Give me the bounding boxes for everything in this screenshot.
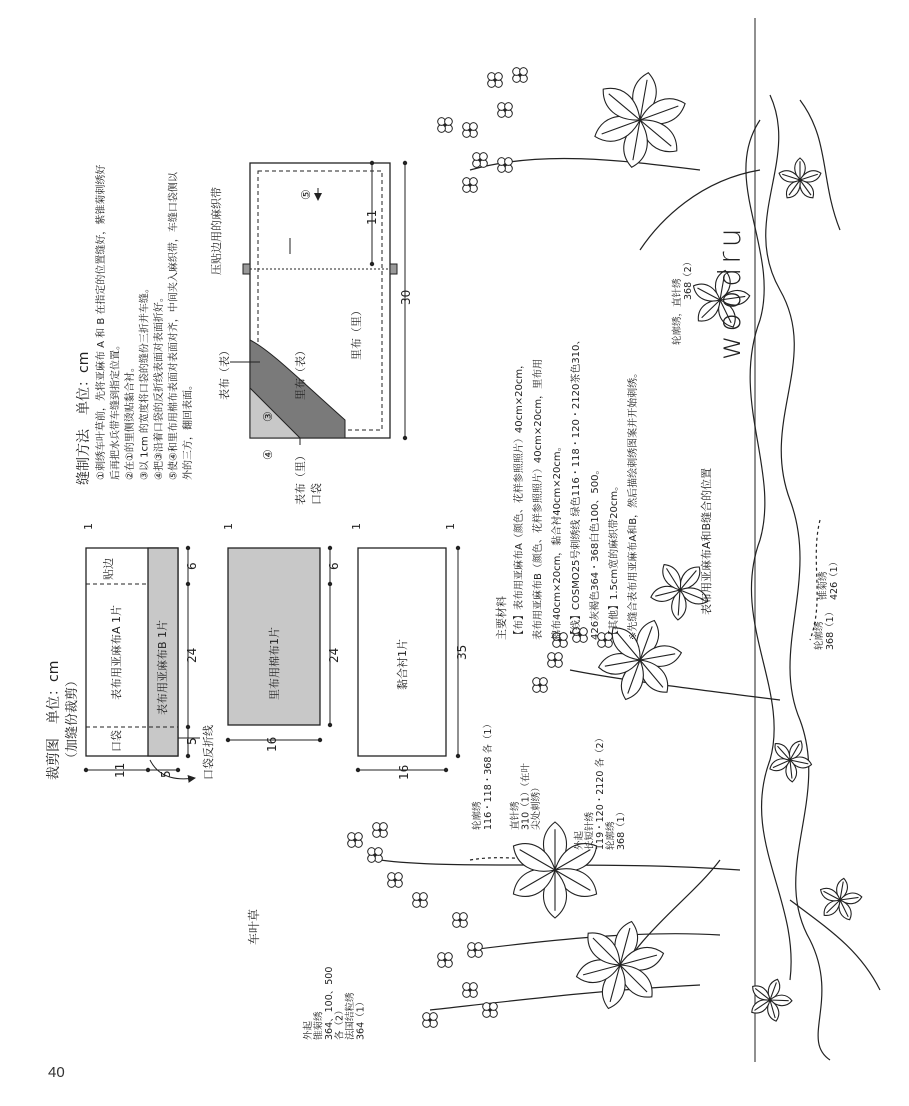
blossom-3 — [463, 123, 478, 138]
sewing-step-0: ①刺绣车叶草前，先将亚麻布 A 和 B 在指定的位置缝好，紫锥菊刺绣好 — [96, 164, 107, 480]
label-outer: 表布（表） — [218, 345, 231, 400]
dim-w11: 11 — [113, 762, 127, 778]
dim-m1c: 1 — [350, 523, 363, 530]
material-line-5: 【其他】1.5cm宽的麻织带20cm。 — [609, 480, 620, 640]
right-note-4: 368（1） — [825, 606, 836, 650]
right-note-2: 426（1） — [829, 556, 840, 600]
label-tape: 压贴边用的麻织带 — [210, 187, 223, 275]
sewing-step-1: 后再把水兵带车缝到指定位置。 — [110, 340, 122, 480]
blossom-4 — [473, 153, 488, 168]
vine-3 — [800, 100, 840, 230]
blossom-10 — [548, 653, 563, 668]
right-note-3: 轮廓绣 — [814, 621, 825, 650]
fold-label: 口袋反折线 — [202, 725, 215, 780]
label-pocket: 口袋 — [310, 483, 323, 505]
vine-2 — [746, 120, 791, 980]
blossom-20 — [438, 953, 453, 968]
patch-label: 贴边 — [102, 558, 115, 580]
sewing-step-4: ④把③沿着口袋的反折线表面对表面折好。 — [154, 292, 165, 480]
label-lining-inner: 里布（表） — [294, 345, 307, 400]
interlining-label: 黏合衬1片 — [396, 639, 409, 690]
num-3: ③ — [261, 411, 275, 422]
sewing-step-3: ③以 1cm 的宽度将口袋的缝份三折并车缝。 — [139, 283, 151, 480]
blossom-14 — [373, 823, 388, 838]
stem-mid — [570, 670, 780, 700]
dim-h24a: 24 — [185, 647, 199, 663]
sewing-title: 缝制方法 单位：cm — [76, 351, 92, 485]
leaf-note-1: 310（1）（在叶 — [520, 763, 532, 830]
stem-note-2: 116・118・368 各（1） — [483, 719, 494, 830]
material-line-6: ※先缝合表布用亚麻布A和B，然后描绘刺绣图案并开始刺绣。 — [628, 367, 639, 640]
dim-h35: 35 — [455, 644, 469, 660]
material-line-3: 【线】COSMO25号刺绣线 绿色116・118・120・2120茶色310、 — [571, 334, 582, 640]
tape-left — [243, 264, 250, 274]
sewing-diagram — [230, 161, 407, 445]
cutting-title: 裁剪图 单位：cm — [46, 660, 62, 780]
material-line-4: 426灰褐色364・368白色100、500。 — [590, 464, 601, 640]
blossom-1 — [513, 68, 528, 83]
outline-note-4: 368（1） — [616, 806, 627, 850]
blossom-16 — [388, 873, 403, 888]
flower-note-4: 法国结粒绣 — [345, 992, 356, 1040]
material-line-0: 【布】表布用亚麻布A（颜色、花样参照照片）40cm×20cm， — [514, 358, 525, 640]
dim-m1a: 1 — [82, 523, 95, 530]
blossom-19 — [468, 943, 483, 958]
blossom-15 — [368, 848, 383, 863]
dim-h6a: 6 — [185, 562, 199, 570]
side-title: 车叶草 — [247, 908, 261, 945]
wood-note-1: 轮廓绣，直针绣 — [672, 278, 683, 345]
dim-m1d: 1 — [444, 523, 457, 530]
lining-label: 里布用棉布1片 — [268, 627, 281, 700]
dim-w16a: 16 — [265, 736, 279, 752]
outline-note-1: 长短针绣 — [584, 811, 596, 850]
page-number: 40 — [48, 1064, 65, 1081]
dim-11: 11 — [365, 209, 379, 225]
materials-title: 主要材料 — [495, 596, 508, 640]
flower-note-5: 364（1） — [355, 996, 367, 1040]
dim-h6b: 6 — [327, 562, 341, 570]
dim-h5: 5 — [185, 737, 199, 745]
leaf-note-0: 直针绣 — [510, 801, 521, 830]
outline-note-2: 119・120・2120 各（2） — [595, 732, 606, 850]
blossom-17 — [413, 893, 428, 908]
outline-note-0: 外起 — [574, 830, 585, 850]
flower-note-2: 364、100、500 — [324, 966, 335, 1040]
pocket-label: 口袋 — [110, 730, 123, 752]
leaf-note-2: 尖处刺绣） — [531, 782, 542, 830]
dim-h24b: 24 — [327, 647, 341, 663]
sewing-step-2: ②在①的里侧烫贴黏合衬。 — [125, 362, 136, 480]
woodruff-lettering: woodru — [713, 224, 748, 360]
label-outer-back: 表布（里） — [294, 450, 307, 505]
blossom-18 — [453, 913, 468, 928]
dim-30: 30 — [399, 289, 413, 305]
seam-label: 表布用亚麻布A和B缝合的位置 — [700, 467, 713, 615]
num-5: ⑤ — [299, 189, 313, 200]
blossom-7 — [498, 158, 513, 173]
flower-note-1: 锥菊绣 — [313, 1011, 325, 1040]
blossom-0 — [488, 73, 503, 88]
right-note-1: 锥菊绣 — [818, 571, 829, 600]
num-4: ④ — [261, 449, 275, 460]
blossom-13 — [348, 833, 363, 848]
label-lining: 里布（里） — [350, 305, 363, 360]
flower-note-0: 外起 — [303, 1020, 314, 1040]
dim-m1b: 1 — [222, 523, 235, 530]
material-line-1: 表布用亚麻布B（颜色、花样参照照片）40cm×20cm，里布用 — [533, 358, 544, 640]
dim-w16b: 16 — [397, 764, 411, 780]
piece-b-label: 表布用亚麻布B 1片 — [156, 619, 169, 715]
wood-note-2: 368（2） — [683, 256, 694, 300]
material-line-2: 棉布40cm×20cm，黏合衬40cm×20cm。 — [552, 441, 563, 640]
tape-right — [390, 264, 397, 274]
piece-a-label: 表布用亚麻布A 1片 — [110, 604, 123, 700]
outline-note-3: 轮廓绣 — [605, 821, 617, 850]
blossom-21 — [463, 983, 478, 998]
flower-note-3: 各（2） — [334, 1005, 346, 1040]
sewing-step-6: 外的三方，翻回表面。 — [183, 380, 194, 480]
cutting-subtitle: （加缝份裁剪） — [65, 673, 80, 765]
blossom-23 — [423, 1013, 438, 1028]
blossom-5 — [438, 118, 453, 133]
stem-note-1: 轮廓绣 — [472, 801, 483, 830]
blossom-2 — [498, 103, 513, 118]
dim-w5: 5 — [159, 770, 173, 778]
blossom-22 — [483, 1003, 498, 1018]
blossom-11 — [533, 678, 548, 693]
vine-4 — [790, 900, 880, 990]
sewing-step-5: ⑤使④和里布用棉布表面对表面对齐，中间夹入麻织带，车缝口袋侧以 — [168, 172, 180, 480]
blossom-6 — [463, 178, 478, 193]
